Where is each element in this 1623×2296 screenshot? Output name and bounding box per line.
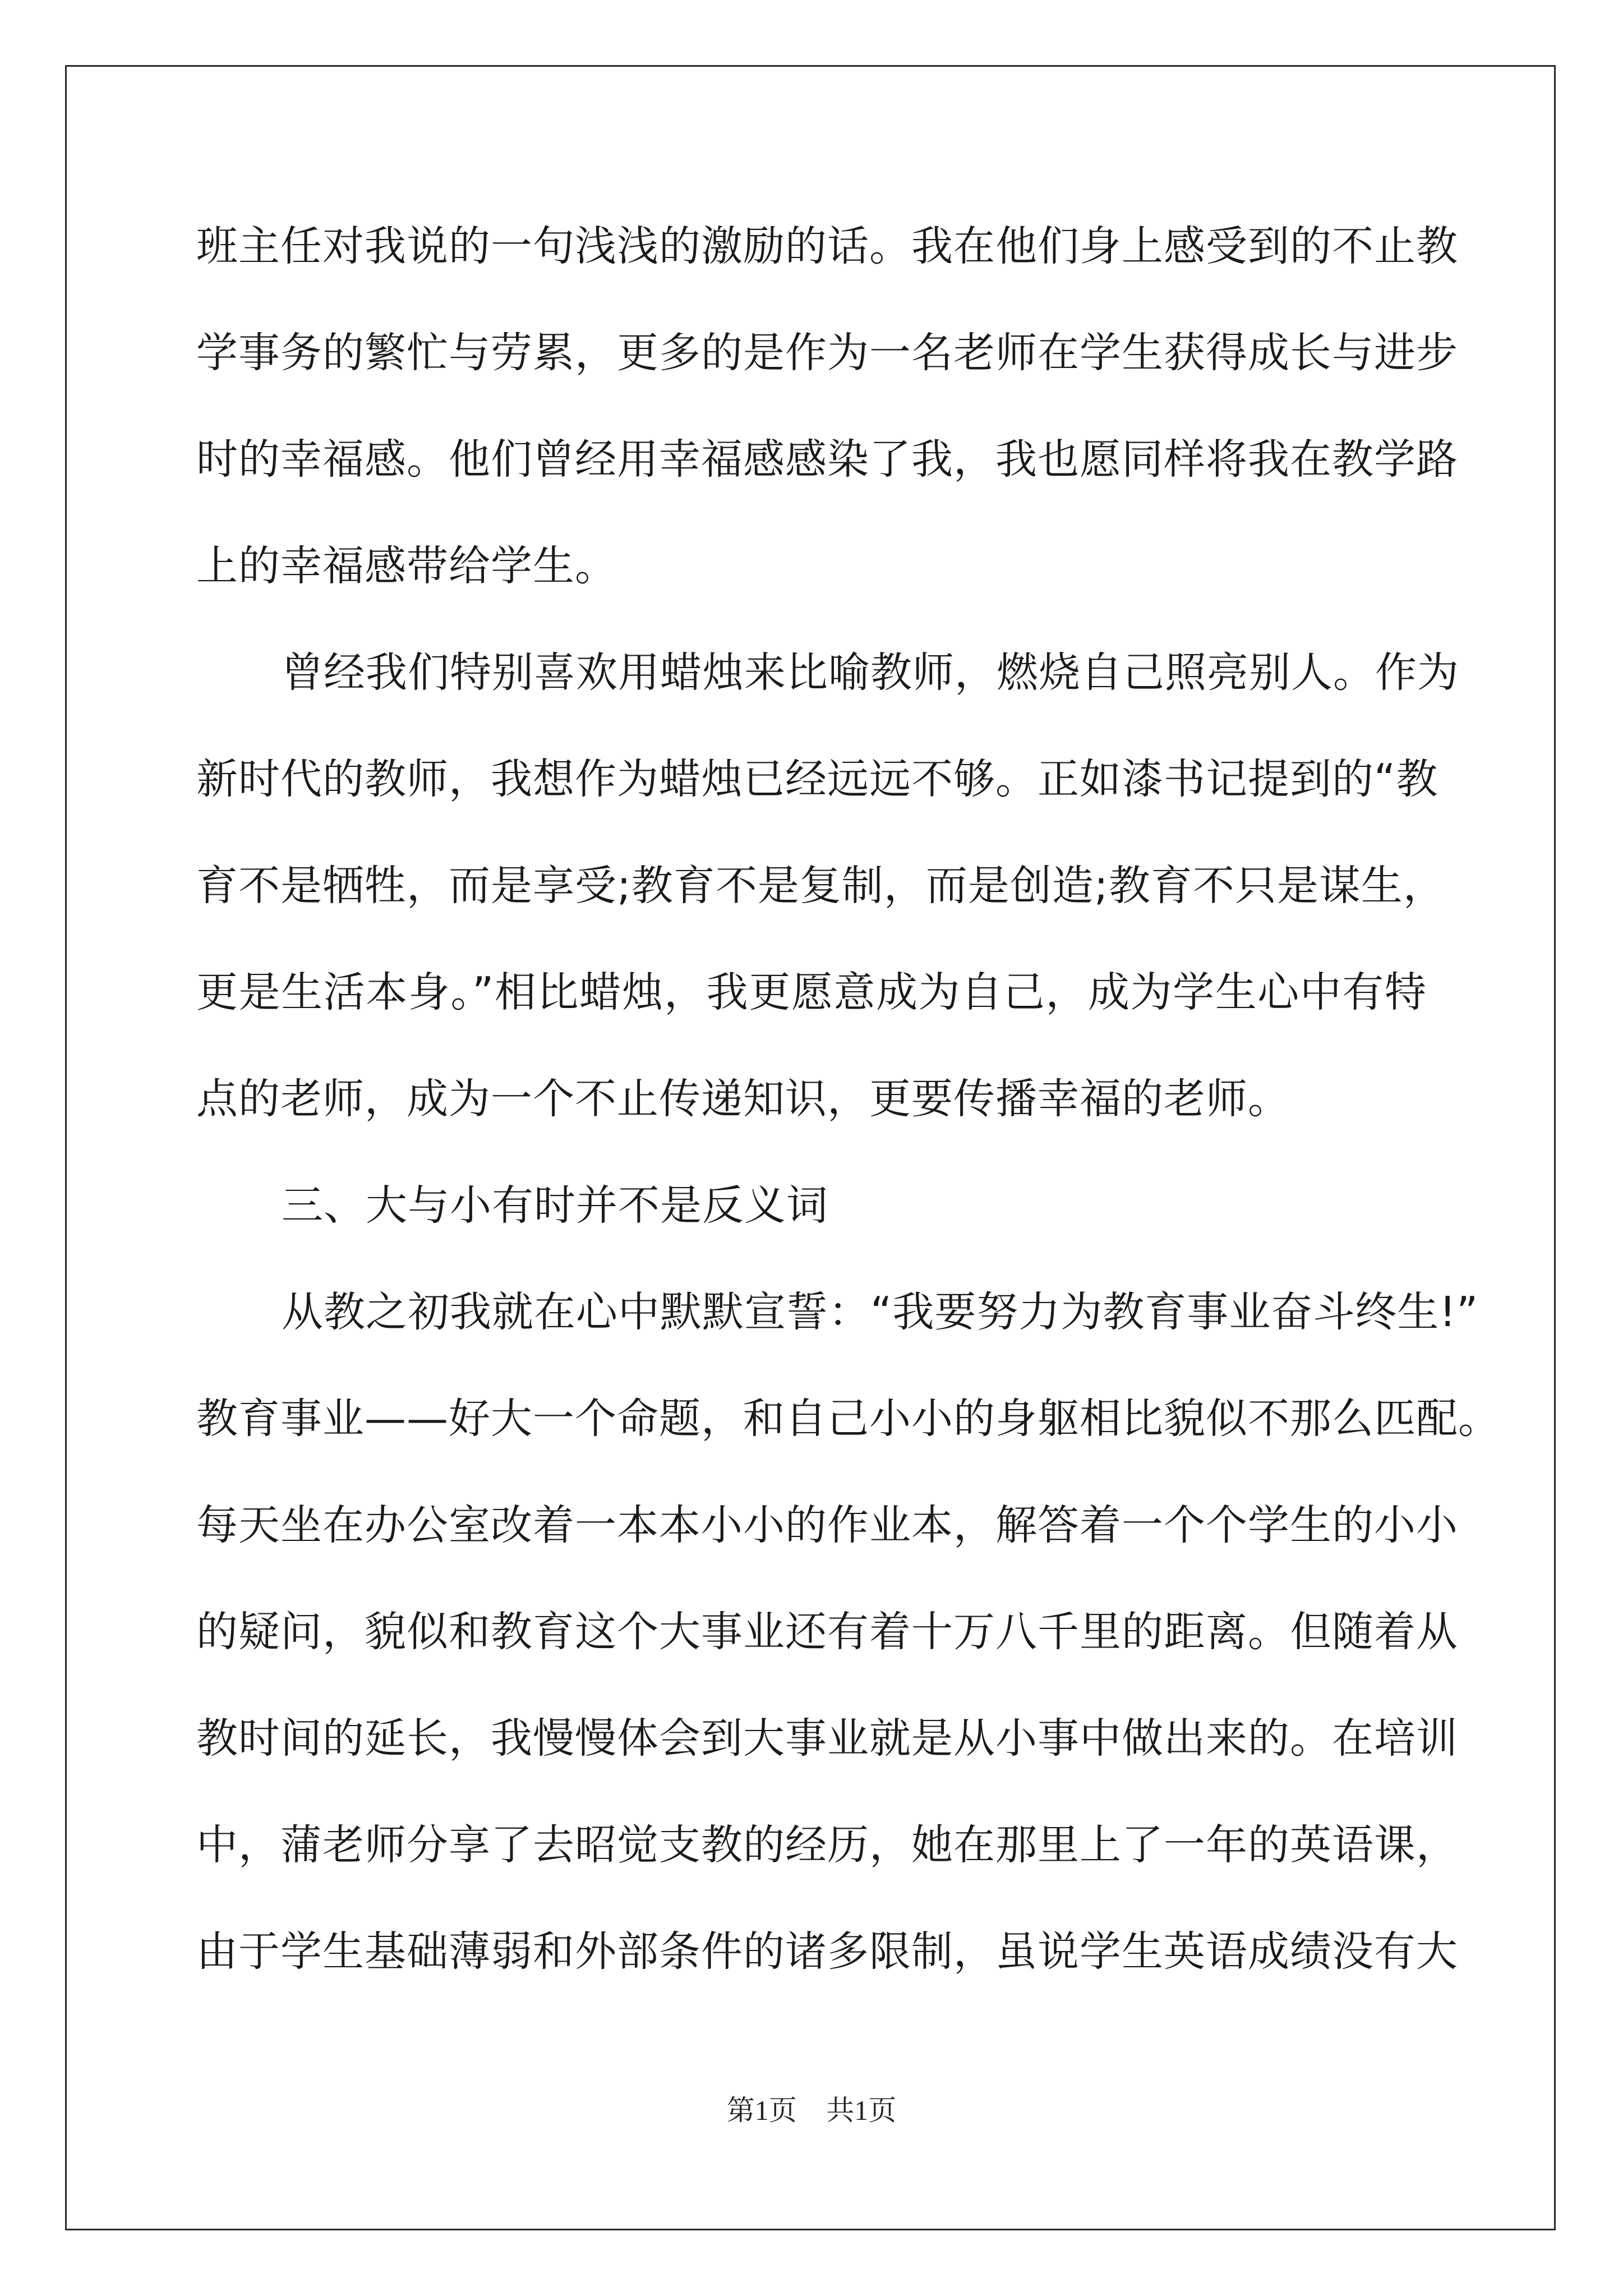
text-line: 学事务的繁忙与劳累，更多的是作为一名老师在学生获得成长与进步 [196,329,1458,377]
text-line: 上的幸福感带给学生。 [196,542,617,590]
text-line: 每天坐在办公室改着一本本小小的作业本，解答着一个个学生的小小 [196,1501,1458,1549]
page-number: 第1页 [726,2095,797,2126]
section-heading-text: 三、大与小有时并不是反义词 [282,1181,828,1230]
text-line: 新时代的教师，我想作为蜡烛已经远远不够。正如漆书记提到的“教 [196,755,1438,803]
text-line: 中，蒲老师分享了去昭觉支教的经历，她在那里上了一年的英语课， [196,1821,1458,1869]
text-line: 更是生活本身。”相比蜡烛，我更愿意成为自己，成为学生心中有特 [196,968,1427,1016]
text-line: 班主任对我说的一句浅浅的激励的话。我在他们身上感受到的不止教 [196,222,1458,270]
paragraph-2 [196,639,1459,1172]
paragraph-4 [196,1279,1500,2025]
text-line: 育不是牺牲，而是享受;教育不是复制，而是创造;教育不只是谋生， [196,862,1445,910]
document-body [196,213,1500,2025]
paragraph-1 [196,213,1458,639]
text-line: 的疑问，貌似和教育这个大事业还有着十万八千里的距离。但随着从 [196,1608,1458,1656]
text-line: 时的幸福感。他们曾经用幸福感感染了我，我也愿同样将我在教学路 [196,435,1458,484]
section-heading [196,1172,1427,1279]
text-line: 曾经我们特别喜欢用蜡烛来比喻教师，燃烧自己照亮别人。作为 [282,648,1459,697]
text-line: 点的老师，成为一个不止传递知识，更要传播幸福的老师。 [196,1075,1290,1123]
text-line: 教时间的延长，我慢慢体会到大事业就是从小事中做出来的。在培训 [196,1714,1458,1763]
text-line: 由于学生基础薄弱和外部条件的诸多限制，虽说学生英语成绩没有大 [196,1927,1458,1976]
text-line: 从教之初我就在心中默默宣誓：“我要努力为教育事业奋斗终生!” [282,1288,1479,1336]
page-footer [0,2088,1623,2128]
text-line: 教育事业——好大一个命题，和自己小小的身躯相比貌似不那么匹配。 [196,1395,1500,1443]
page-total: 共1页 [826,2095,897,2126]
